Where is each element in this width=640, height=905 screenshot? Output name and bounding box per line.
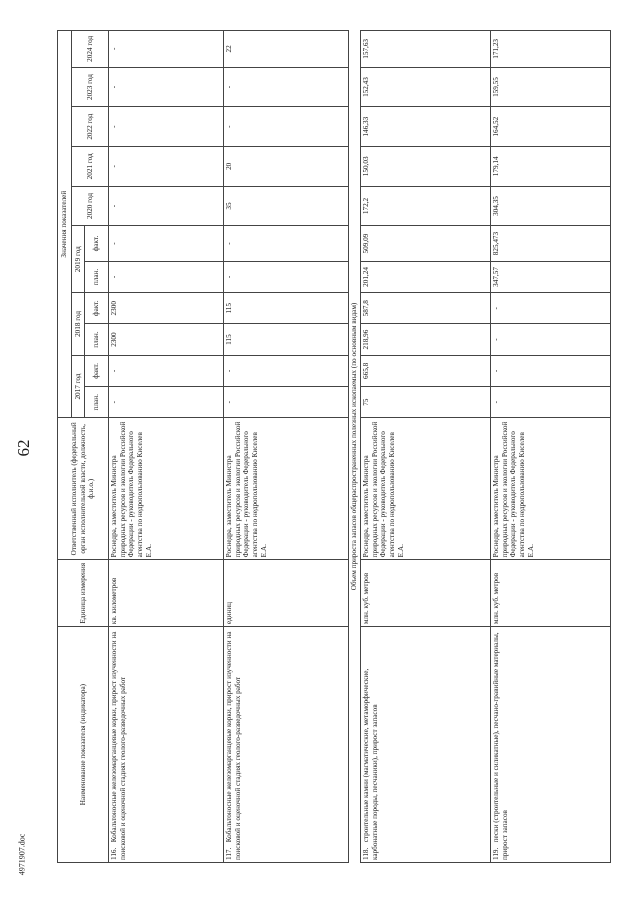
value-cell: -: [491, 293, 611, 324]
value-cell: 115: [224, 293, 349, 324]
header-values-group: Значения показателей: [58, 31, 72, 418]
value-cell: -: [109, 31, 224, 68]
header-year-2024: 2024 год: [72, 31, 109, 68]
value-cell: 2300: [109, 324, 224, 355]
value-cell: -: [109, 107, 224, 147]
header-year-2020: 2020 год: [72, 186, 109, 226]
value-cell: 171,23: [491, 31, 611, 68]
value-cell: -: [224, 355, 349, 386]
value-cell: -: [491, 324, 611, 355]
value-cell: 20: [224, 147, 349, 187]
responsible-cell: Роснедра, заместитель Министра природных ресурсов и экологии Российской Федерации - руководитель Федерального агентства по недропользованию Киселев Е.А.: [361, 418, 491, 560]
value-cell: 115: [224, 324, 349, 355]
value-cell: 825,473: [491, 226, 611, 261]
value-cell: 75: [361, 387, 491, 418]
indicator-name-cell: [109, 627, 224, 863]
header-plan-2018: план.: [85, 324, 109, 355]
value-cell: 164,52: [491, 107, 611, 147]
value-cell: 179,14: [491, 147, 611, 187]
indicator-name: строительные камни (магматические, метаморфические, карбонатные породы, песчаники), прирост запасов: [362, 668, 379, 860]
header-responsible: Ответственный исполнитель (федеральный орган исполнительной власти, должность, ф.и.о.): [58, 418, 109, 560]
header-year-2017: 2017 год: [72, 355, 85, 418]
value-cell: -: [109, 147, 224, 187]
value-cell: -: [109, 355, 224, 386]
value-cell: -: [109, 186, 224, 226]
header-year-2021: 2021 год: [72, 147, 109, 187]
value-cell: 201,24: [361, 261, 491, 292]
value-cell: -: [224, 226, 349, 261]
unit-cell: единиц: [224, 560, 349, 627]
footer-filename: 4971907.doc: [17, 833, 27, 876]
section-title: Объем прироста запасов общераспространенных полезных ископаемых (по основным видам): [349, 31, 361, 863]
value-cell: 218,96: [361, 324, 491, 355]
header-plan-2017: план.: [85, 387, 109, 418]
indicator-name-cell: [361, 627, 491, 863]
row-number: 116.: [110, 847, 118, 860]
responsible-cell: Роснедра, заместитель Министра природных ресурсов и экологии Российской Федерации - руководитель Федерального агентства по недропользованию Киселев Е.А.: [224, 418, 349, 560]
value-cell: -: [491, 387, 611, 418]
header-fact-2017: факт.: [85, 355, 109, 386]
header-year-2018: 2018 год: [72, 293, 85, 356]
indicator-name: Кобальтоносные железомарганцевые корки, прирост изученности на поисковой и оценочной стадиях геолого-разведочных работ: [110, 631, 127, 860]
value-cell: 587,8: [361, 293, 491, 324]
responsible-cell: Роснедра, заместитель Министра природных ресурсов и экологии Российской Федерации - руководитель Федерального агентства по недропользованию Киселев Е.А.: [491, 418, 611, 560]
value-cell: 22: [224, 31, 349, 68]
value-cell: 172,2: [361, 186, 491, 226]
row-number: 119.: [492, 847, 500, 860]
value-cell: -: [224, 387, 349, 418]
header-year-2023: 2023 год: [72, 67, 109, 107]
value-cell: 159,55: [491, 67, 611, 107]
rotated-table-container: [57, 30, 628, 863]
table-row: [491, 31, 611, 863]
section-row: [349, 31, 361, 863]
header-plan-2019: план.: [85, 261, 109, 292]
value-cell: 35: [224, 186, 349, 226]
indicator-name-cell: [224, 627, 349, 863]
page-number: 62: [14, 439, 33, 457]
value-cell: -: [109, 387, 224, 418]
value-cell: -: [491, 355, 611, 386]
indicators-table: [57, 30, 611, 863]
row-number: 117.: [225, 847, 233, 860]
value-cell: 304,35: [491, 186, 611, 226]
unit-cell: кв. километров: [109, 560, 224, 627]
value-cell: -: [109, 226, 224, 261]
value-cell: 146,33: [361, 107, 491, 147]
value-cell: 509,09: [361, 226, 491, 261]
indicator-name: пески (строительные и силикатные), песчано-гравийные материалы, прирост запасов: [492, 632, 509, 860]
header-year-2022: 2022 год: [72, 107, 109, 147]
value-cell: 157,63: [361, 31, 491, 68]
table-row: [224, 31, 349, 863]
value-cell: -: [224, 107, 349, 147]
header-fact-2019: факт.: [85, 226, 109, 261]
header-unit: Единица измерения: [58, 560, 109, 627]
value-cell: -: [109, 67, 224, 107]
value-cell: -: [224, 261, 349, 292]
row-number: 118.: [362, 847, 370, 860]
value-cell: 152,43: [361, 67, 491, 107]
value-cell: 150,03: [361, 147, 491, 187]
indicator-name-cell: [491, 627, 611, 863]
value-cell: 347,57: [491, 261, 611, 292]
value-cell: 665,8: [361, 355, 491, 386]
responsible-cell: Роснедра, заместитель Министра природных ресурсов и экологии Российской Федерации - руководитель Федерального агентства по недропользованию Киселев Е.А.: [109, 418, 224, 560]
header-name: Наименование показателя (индикатора): [58, 627, 109, 863]
header-year-2019: 2019 год: [72, 226, 85, 293]
table-row: [361, 31, 491, 863]
indicator-name: Кобальтоносные железомарганцевые корки, прирост изученности на поисковой и оценочной стадиях геолого-разведочных работ: [225, 631, 242, 860]
unit-cell: млн. куб. метров: [361, 560, 491, 627]
value-cell: -: [109, 261, 224, 292]
value-cell: -: [224, 67, 349, 107]
unit-cell: млн. куб. метров: [491, 560, 611, 627]
header-fact-2018: факт.: [85, 293, 109, 324]
value-cell: 2300: [109, 293, 224, 324]
table-row: [109, 31, 224, 863]
